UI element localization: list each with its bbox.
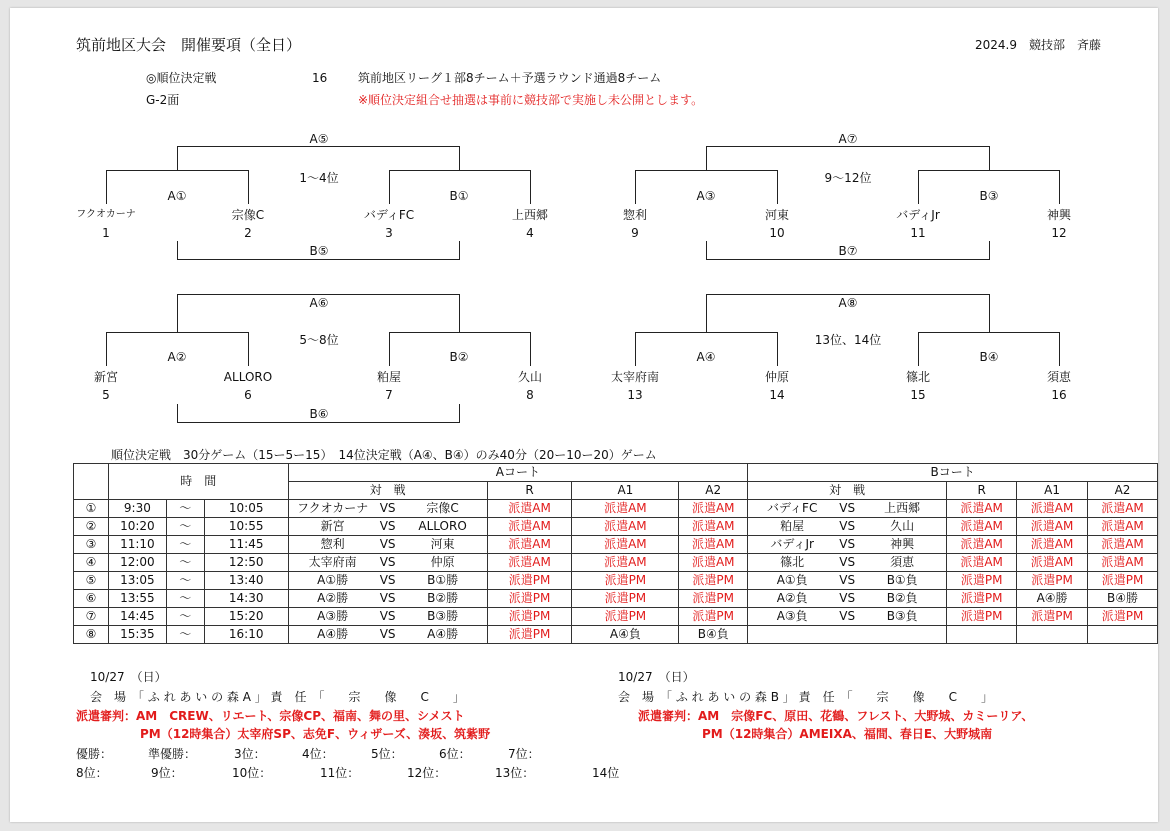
court-a-a2: 派遣AM [679, 518, 748, 536]
court-a-a1: 派遣AM [572, 536, 679, 554]
bracket-range: 9〜12位 [824, 171, 872, 185]
court-a-r: 派遣PM [487, 608, 572, 626]
court-b-r: 派遣AM [947, 536, 1017, 554]
time-separator: 〜 [166, 626, 204, 644]
r-header: R [947, 482, 1017, 500]
court-b-a1: 派遣PM [1017, 572, 1088, 590]
court-a-a1: 派遣AM [572, 554, 679, 572]
court-a-match [288, 626, 487, 644]
match-number: ① [74, 500, 109, 518]
team-right: 須恵 [890, 555, 915, 569]
court-b-match [748, 590, 947, 608]
court-a-a1: 派遣PM [572, 590, 679, 608]
match-number: ⑦ [74, 608, 109, 626]
team-left: A①勝 [317, 573, 349, 587]
court-a-a2: 派遣PM [679, 590, 748, 608]
team-left: 太宰府南 [308, 555, 357, 569]
court-b-a1: 派遣AM [1017, 554, 1088, 572]
team-name: バディJr [896, 208, 940, 222]
court-a-a2: 派遣PM [679, 608, 748, 626]
match-header: 対 戦 [288, 482, 487, 500]
match-label-right: B③ [979, 189, 999, 203]
court-b-match [748, 626, 947, 644]
vs-label: VS [839, 591, 856, 605]
team-right: 久山 [890, 519, 915, 533]
court-a-a2: 派遣PM [679, 572, 748, 590]
team-right: 仲原 [430, 555, 455, 569]
team-number: 7 [385, 388, 393, 402]
team-right: ALLORO [418, 519, 467, 533]
team-name: 新宮 [93, 370, 119, 384]
team-name: 惣利 [622, 208, 648, 222]
vs-label: VS [839, 573, 856, 587]
bracket-range: 5〜8位 [299, 333, 339, 347]
team-number: 11 [910, 226, 926, 240]
place-label: 8位： [76, 766, 108, 780]
court-a-match [288, 572, 487, 590]
time-separator: 〜 [166, 518, 204, 536]
court-b-a1: 派遣PM [1017, 608, 1088, 626]
match-label-left: A④ [696, 350, 716, 364]
match-number: ③ [74, 536, 109, 554]
table-row [74, 518, 1158, 536]
team-left: 惣利 [320, 537, 345, 551]
team-name: 上西郷 [511, 208, 549, 222]
table-row [74, 500, 1158, 518]
vs-label: VS [379, 609, 396, 623]
team-name: バディFC [363, 208, 415, 222]
team-right: 神興 [890, 537, 915, 551]
team-name: 須恵 [1046, 370, 1072, 384]
team-number: 6 [244, 388, 252, 402]
court-a-r: 派遣AM [487, 554, 572, 572]
place-label: 5位： [371, 747, 403, 761]
court-a-r: 派遣AM [487, 500, 572, 518]
vs-label: VS [839, 519, 856, 533]
vs-label: VS [839, 501, 856, 515]
bracket-range: 1〜4位 [299, 171, 339, 185]
court-a-match [288, 554, 487, 572]
start-time: 13:55 [108, 590, 166, 608]
header-cell [74, 464, 109, 500]
league-description: 筑前地区リーグ１部8チーム＋予選ラウンド通過8チーム [358, 71, 662, 85]
team-name: 河東 [764, 208, 790, 222]
bracket-top-label: A⑥ [309, 296, 329, 310]
team-name: ALLORO [223, 370, 273, 384]
bracket-bottom-label: B⑥ [309, 407, 329, 421]
left-referees-pm: PM（12時集合）太宰府SP、志免F、ウィザーズ、湊坂、筑紫野 [140, 727, 491, 741]
team-left: A②負 [776, 591, 808, 605]
court-b-a2: 派遣AM [1088, 554, 1158, 572]
court-b-a2: 派遣AM [1088, 500, 1158, 518]
court-a-r: 派遣AM [487, 536, 572, 554]
team-number: 10 [769, 226, 785, 240]
ranking-label: ◎順位決定戦 [146, 71, 217, 85]
team-left: A①負 [776, 573, 808, 587]
team-left: 新宮 [320, 519, 345, 533]
bracket-bottom-label: B⑦ [838, 244, 858, 258]
draw-notice: ※順位決定組合せ抽選は事前に競技部で実施し未公開とします。 [358, 93, 704, 107]
table-caption: 順位決定戦 30分ゲーム（15ー5ー15） 14位決定戦（A④、B④）のみ40分（20ー10ー20）ゲーム [111, 448, 657, 462]
field-label: G-2面 [146, 93, 180, 107]
place-label: 優勝： [76, 747, 113, 761]
team-name: 太宰府南 [610, 370, 660, 384]
end-time: 15:20 [204, 608, 288, 626]
vs-label: VS [379, 519, 396, 533]
start-time: 11:10 [108, 536, 166, 554]
place-label: 6位： [439, 747, 471, 761]
team-number: 4 [526, 226, 534, 240]
time-separator: 〜 [166, 572, 204, 590]
team-name: 久山 [517, 370, 543, 384]
vs-label: VS [379, 627, 396, 641]
team-left: A③負 [776, 609, 808, 623]
court-b-a2: B④勝 [1088, 590, 1158, 608]
r-header: R [487, 482, 572, 500]
court-b-r: 派遣PM [947, 590, 1017, 608]
time-separator: 〜 [166, 554, 204, 572]
court-b-a2: 派遣PM [1088, 608, 1158, 626]
court-a-match [288, 536, 487, 554]
match-header: 対 戦 [748, 482, 947, 500]
court-b-match [748, 518, 947, 536]
match-label-right: B④ [979, 350, 999, 364]
team-number: 15 [910, 388, 926, 402]
start-time: 10:20 [108, 518, 166, 536]
document-page [10, 8, 1158, 822]
court-b-match [748, 500, 947, 518]
court-b-a1: A④勝 [1017, 590, 1088, 608]
team-name: 宗像C [231, 208, 265, 222]
a1-header: A1 [572, 482, 679, 500]
team-number: 13 [627, 388, 643, 402]
team-left: A②勝 [317, 591, 349, 605]
team-number: 14 [769, 388, 785, 402]
vs-label: VS [839, 555, 856, 569]
court-b-r [947, 626, 1017, 644]
place-label: 準優勝： [148, 747, 197, 761]
court-b-header: Bコート [748, 464, 1158, 482]
time-separator: 〜 [166, 500, 204, 518]
team-name: フクオカーナ [76, 209, 136, 220]
court-a-a2: 派遣AM [679, 500, 748, 518]
court-a-a1: 派遣PM [572, 608, 679, 626]
court-a-a1: 派遣AM [572, 500, 679, 518]
match-number: ⑥ [74, 590, 109, 608]
court-a-r: 派遣PM [487, 590, 572, 608]
team-right: B③負 [886, 609, 918, 623]
match-label-right: B② [449, 350, 469, 364]
place-label: 7位： [508, 747, 540, 761]
bracket-bottom-label: B⑤ [309, 244, 329, 258]
table-row [74, 590, 1158, 608]
a1-header: A1 [1017, 482, 1088, 500]
court-b-match [748, 572, 947, 590]
place-label: 3位： [234, 747, 266, 761]
table-row [74, 536, 1158, 554]
bracket-range: 13位、14位 [814, 333, 882, 347]
court-a-a2: 派遣AM [679, 554, 748, 572]
match-label-left: A② [167, 350, 187, 364]
court-b-a1: 派遣AM [1017, 518, 1088, 536]
team-right: B③勝 [427, 609, 459, 623]
team-name: 神興 [1046, 208, 1072, 222]
court-b-a2: 派遣PM [1088, 572, 1158, 590]
team-right: 河東 [430, 537, 455, 551]
court-b-r: 派遣AM [947, 518, 1017, 536]
start-time: 15:35 [108, 626, 166, 644]
match-number: ④ [74, 554, 109, 572]
court-b-a1: 派遣AM [1017, 536, 1088, 554]
vs-label: VS [839, 609, 856, 623]
team-right: B①勝 [427, 573, 459, 587]
schedule-table [73, 463, 1158, 644]
team-number: 8 [526, 388, 534, 402]
team-right: A④勝 [427, 627, 459, 641]
place-label: 14位 [592, 766, 620, 780]
start-time: 13:05 [108, 572, 166, 590]
team-left: バディJr [770, 537, 814, 551]
court-b-r: 派遣AM [947, 500, 1017, 518]
court-b-match [748, 536, 947, 554]
end-time: 10:55 [204, 518, 288, 536]
team-number: 16 [1051, 388, 1067, 402]
place-label: 13位： [495, 766, 535, 780]
court-b-r: 派遣PM [947, 572, 1017, 590]
match-number: ⑧ [74, 626, 109, 644]
vs-label: VS [379, 555, 396, 569]
end-time: 14:30 [204, 590, 288, 608]
document-title: 筑前地区大会 開催要項（全日） [76, 36, 302, 54]
court-b-a1: 派遣AM [1017, 500, 1088, 518]
date-author: 2024.9 競技部 斉藤 [975, 38, 1101, 52]
team-right: B①負 [886, 573, 918, 587]
right-venue: 会 場 「 ふ れ あ い の 森 B 」 責 任 「 宗 像 C 」 [618, 690, 993, 704]
team-name: 仲原 [764, 370, 790, 384]
team-right: B②勝 [427, 591, 459, 605]
team-left: A④勝 [317, 627, 349, 641]
table-row [74, 626, 1158, 644]
left-referees-am: 派遣審判：AM CREW、リエート、宗像CP、福南、舞の里、シメスト [76, 709, 465, 723]
left-date: 10/27 （日） [90, 670, 167, 684]
match-label-left: A① [167, 189, 187, 203]
match-label-left: A③ [696, 189, 716, 203]
team-number: 3 [385, 226, 393, 240]
team-number: 9 [631, 226, 639, 240]
place-label: 11位： [320, 766, 360, 780]
table-row [74, 572, 1158, 590]
court-a-a2: 派遣AM [679, 536, 748, 554]
a2-header: A2 [679, 482, 748, 500]
team-left: A③勝 [317, 609, 349, 623]
vs-label: VS [379, 591, 396, 605]
court-a-match [288, 608, 487, 626]
court-a-a2: B④負 [679, 626, 748, 644]
team-count: 16 [312, 71, 328, 85]
court-a-r: 派遣PM [487, 626, 572, 644]
end-time: 11:45 [204, 536, 288, 554]
vs-label: VS [379, 573, 396, 587]
table-row [74, 554, 1158, 572]
start-time: 9:30 [108, 500, 166, 518]
place-label: 12位： [407, 766, 447, 780]
match-label-right: B① [449, 189, 469, 203]
end-time: 10:05 [204, 500, 288, 518]
left-venue: 会 場 「 ふ れ あ い の 森 A 」 責 任 「 宗 像 C 」 [90, 690, 465, 704]
place-label: 10位： [232, 766, 272, 780]
start-time: 12:00 [108, 554, 166, 572]
right-referees-pm: PM（12時集合）AMEIXA、福間、春日E、大野城南 [702, 727, 993, 741]
court-a-match [288, 590, 487, 608]
match-number: ⑤ [74, 572, 109, 590]
match-number: ② [74, 518, 109, 536]
court-a-a1: A④負 [572, 626, 679, 644]
bracket-top-label: A⑦ [838, 132, 858, 146]
team-left: 篠北 [780, 555, 805, 569]
right-referees-am: 派遣審判：AM 宗像FC、原田、花鶴、フレスト、大野城、カミーリア、 [638, 709, 1034, 723]
time-header: 時 間 [108, 464, 288, 500]
court-a-header: Aコート [288, 464, 748, 482]
a2-header: A2 [1088, 482, 1158, 500]
team-left: バディFC [767, 501, 818, 515]
court-a-match [288, 500, 487, 518]
court-a-r: 派遣AM [487, 518, 572, 536]
team-name: 粕屋 [376, 370, 402, 384]
team-number: 2 [244, 226, 252, 240]
court-b-a2: 派遣AM [1088, 518, 1158, 536]
team-right: B②負 [886, 591, 918, 605]
bracket-top-label: A⑧ [838, 296, 858, 310]
court-a-a1: 派遣AM [572, 518, 679, 536]
team-left: 粕屋 [780, 519, 805, 533]
vs-label: VS [379, 537, 396, 551]
bracket-top-label: A⑤ [309, 132, 329, 146]
court-b-a2: 派遣AM [1088, 536, 1158, 554]
court-b-r: 派遣PM [947, 608, 1017, 626]
end-time: 12:50 [204, 554, 288, 572]
vs-label: VS [379, 501, 396, 515]
table-row [74, 608, 1158, 626]
court-b-a1 [1017, 626, 1088, 644]
end-time: 16:10 [204, 626, 288, 644]
team-name: 篠北 [905, 370, 931, 384]
team-number: 5 [102, 388, 110, 402]
team-number: 12 [1051, 226, 1067, 240]
time-separator: 〜 [166, 608, 204, 626]
end-time: 13:40 [204, 572, 288, 590]
court-b-match [748, 554, 947, 572]
court-b-a2 [1088, 626, 1158, 644]
court-b-match [748, 608, 947, 626]
court-a-match [288, 518, 487, 536]
place-label: 9位： [151, 766, 183, 780]
team-left: フクオカーナ [296, 501, 369, 515]
team-number: 1 [102, 226, 110, 240]
time-separator: 〜 [166, 536, 204, 554]
time-separator: 〜 [166, 590, 204, 608]
court-b-r: 派遣AM [947, 554, 1017, 572]
court-a-a1: 派遣PM [572, 572, 679, 590]
place-label: 4位： [302, 747, 334, 761]
team-right: 上西郷 [884, 501, 921, 515]
start-time: 14:45 [108, 608, 166, 626]
court-a-r: 派遣PM [487, 572, 572, 590]
vs-label: VS [839, 537, 856, 551]
right-date: 10/27 （日） [618, 670, 695, 684]
team-right: 宗像C [426, 501, 459, 515]
